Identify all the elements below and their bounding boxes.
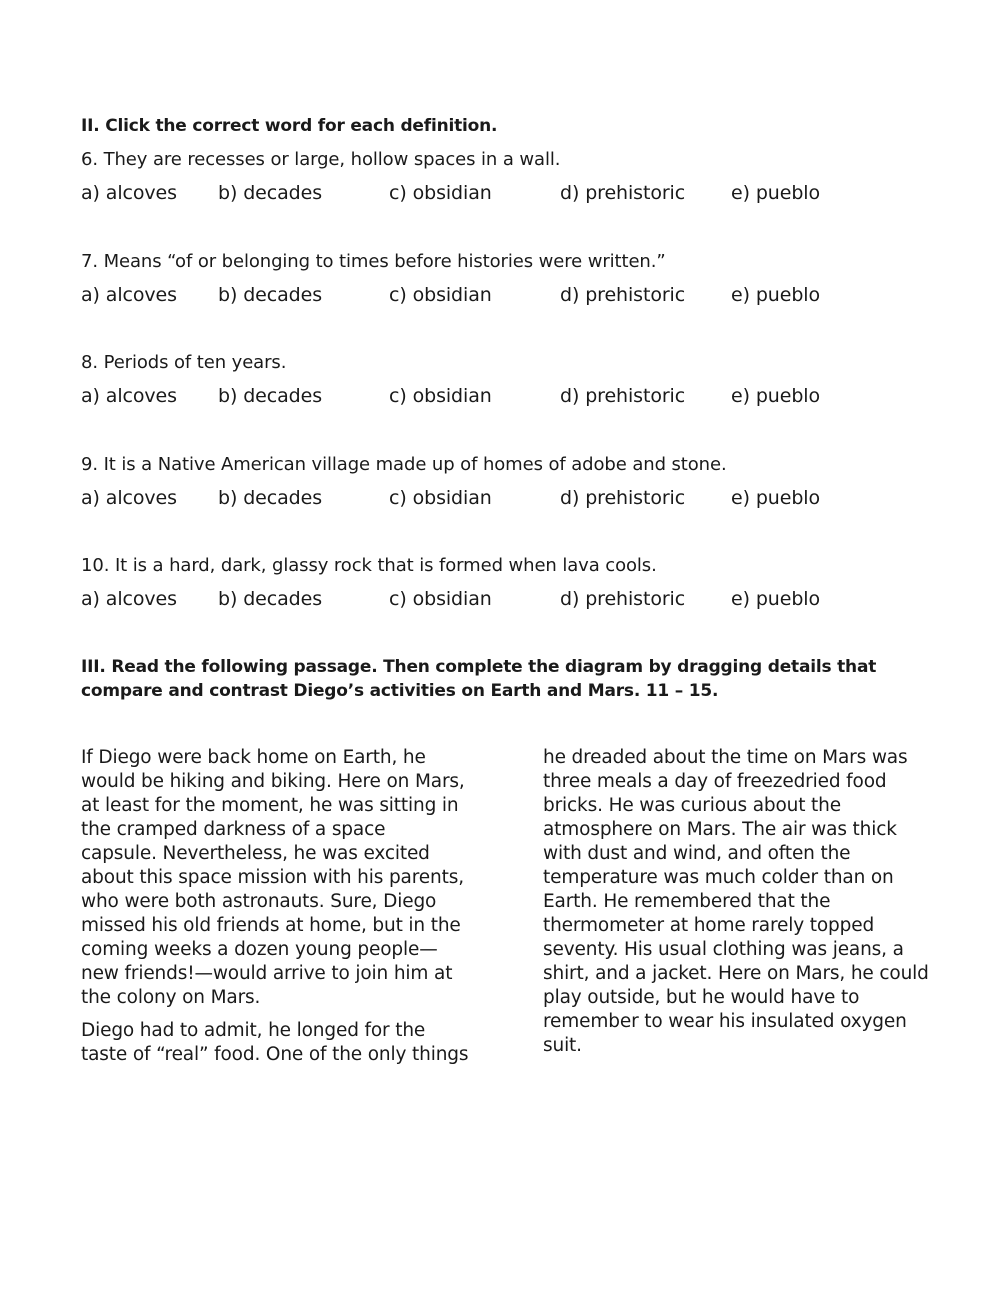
passage-line: at least for the moment, he was sitting in [81,795,459,816]
question-8-option-c[interactable]: c) obsidian [389,385,492,407]
question-8-option-d[interactable]: d) prehistoric [560,385,686,407]
passage-line: new friends!—would arrive to join him at [81,963,453,984]
passage-line: taste of “real” food. One of the only things [81,1044,469,1065]
question-8-option-a[interactable]: a) alcoves [81,385,177,407]
passage-line: remember to wear his insulated oxygen [543,1011,907,1032]
question-9-option-b[interactable]: b) decades [218,487,323,509]
question-7-option-a[interactable]: a) alcoves [81,284,177,306]
passage-line: seventy. His usual clothing was jeans, a [543,939,904,960]
passage-line: about this space mission with his parents, [81,867,464,888]
question-10-option-e[interactable]: e) pueblo [731,588,820,610]
question-6-prompt: 6. They are recesses or large, hollow spaces in a wall. [81,149,561,170]
question-7-option-d[interactable]: d) prehistoric [560,284,686,306]
passage-line: shirt, and a jacket. Here on Mars, he could [543,963,929,984]
question-8-option-e[interactable]: e) pueblo [731,385,820,407]
question-6-option-b[interactable]: b) decades [218,182,323,204]
passage-left-column [81,746,501,1067]
passage-line: missed his old friends at home, but in the [81,915,461,936]
question-8-prompt: 8. Periods of ten years. [81,352,287,373]
question-9-option-d[interactable]: d) prehistoric [560,487,686,509]
question-9-option-a[interactable]: a) alcoves [81,487,177,509]
question-10-option-a[interactable]: a) alcoves [81,588,177,610]
passage-line: with dust and wind, and often the [543,843,851,864]
question-6-option-d[interactable]: d) prehistoric [560,182,686,204]
passage-right-column [543,746,963,1058]
question-10-option-b[interactable]: b) decades [218,588,323,610]
passage-line: play outside, but he would have to [543,987,860,1008]
question-8-option-b[interactable]: b) decades [218,385,323,407]
question-7-option-e[interactable]: e) pueblo [731,284,820,306]
passage-line: capsule. Nevertheless, he was excited [81,843,430,864]
question-10-option-c[interactable]: c) obsidian [389,588,492,610]
passage-line: atmosphere on Mars. The air was thick [543,819,897,840]
question-7-option-c[interactable]: c) obsidian [389,284,492,306]
passage-line: he dreaded about the time on Mars was [543,747,908,768]
passage-line: the colony on Mars. [81,987,261,1008]
passage-line: would be hiking and biking. Here on Mars, [81,771,465,792]
question-6-option-a[interactable]: a) alcoves [81,182,177,204]
question-9-option-e[interactable]: e) pueblo [731,487,820,509]
passage-line: Diego had to admit, he longed for the [81,1020,426,1041]
passage-line: suit. [543,1035,582,1056]
question-10-option-d[interactable]: d) prehistoric [560,588,686,610]
passage-line: who were both astronauts. Sure, Diego [81,891,437,912]
question-10-prompt: 10. It is a hard, dark, glassy rock that is formed when lava cools. [81,555,657,576]
passage-line: coming weeks a dozen young people— [81,939,438,960]
passage-line: thermometer at home rarely topped [543,915,875,936]
question-9-option-c[interactable]: c) obsidian [389,487,492,509]
passage-line: three meals a day of freezedried food [543,771,887,792]
passage-paragraph-2 [81,1019,501,1067]
passage-paragraph-1 [81,746,501,1010]
passage-line: If Diego were back home on Earth, he [81,747,426,768]
passage-line: temperature was much colder than on [543,867,894,888]
section-3-heading-line-2: compare and contrast Diego’s activities on Earth and Mars. 11 – 15. [81,681,719,701]
passage-line: Earth. He remembered that the [543,891,831,912]
passage-line: bricks. He was curious about the [543,795,841,816]
section-2-heading: II. Click the correct word for each definition. [81,116,498,136]
question-6-option-c[interactable]: c) obsidian [389,182,492,204]
passage-paragraph-2-continued [543,746,963,1058]
question-7-prompt: 7. Means “of or belonging to times before histories were written.” [81,251,666,272]
question-6-option-e[interactable]: e) pueblo [731,182,820,204]
question-9-prompt: 9. It is a Native American village made up of homes of adobe and stone. [81,454,727,475]
section-3-heading-line-1: III. Read the following passage. Then complete the diagram by dragging details that [81,657,877,677]
question-7-option-b[interactable]: b) decades [218,284,323,306]
passage-line: the cramped darkness of a space [81,819,386,840]
